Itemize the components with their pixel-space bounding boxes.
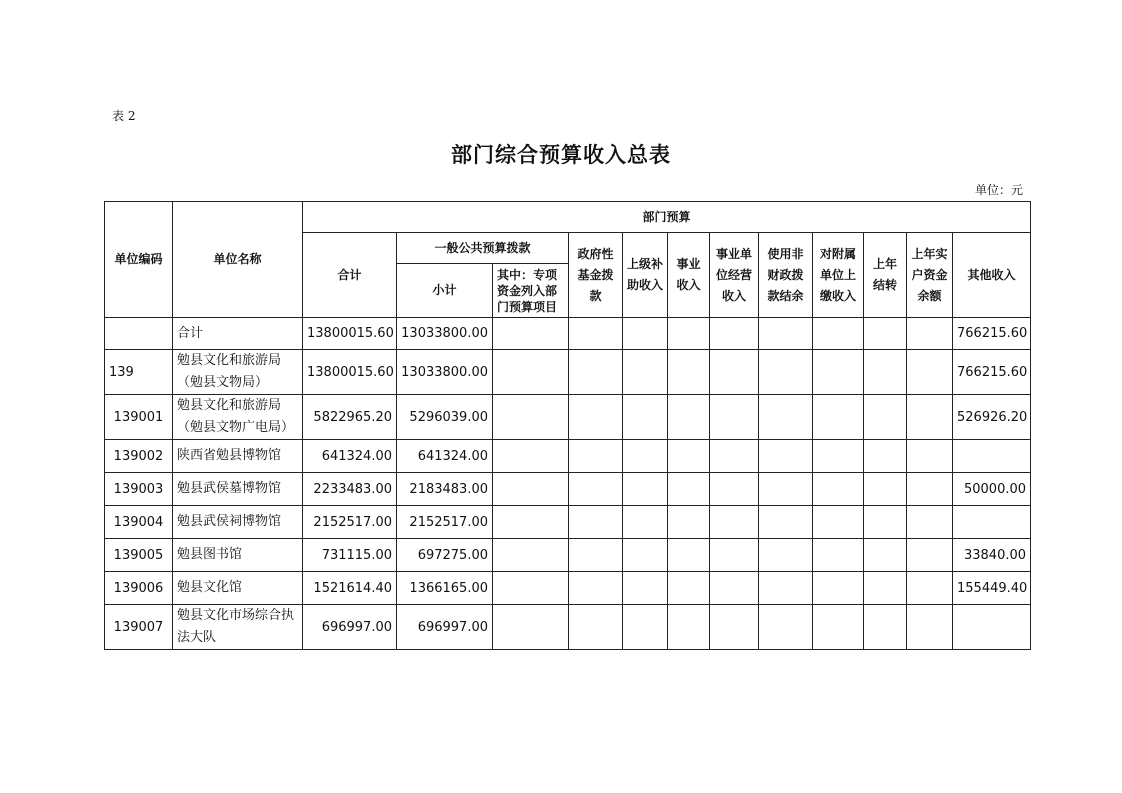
cell-name: 勉县文化馆 xyxy=(173,572,303,605)
header-prev-year-account-balance: 上年实户资金余额 xyxy=(907,233,953,318)
cell-name: 勉县文化和旅游局（勉县文物广电局） xyxy=(173,395,303,440)
cell-other-income xyxy=(953,440,1031,473)
cell-total: 731115.00 xyxy=(303,539,397,572)
cell-subtotal: 697275.00 xyxy=(397,539,493,572)
cell-name: 陕西省勉县博物馆 xyxy=(173,440,303,473)
cell-other-income: 33840.00 xyxy=(953,539,1031,572)
cell-subtotal: 2183483.00 xyxy=(397,473,493,506)
header-subtotal: 小计 xyxy=(397,264,493,318)
table-row xyxy=(105,539,1031,572)
cell-total: 13800015.60 xyxy=(303,318,397,350)
cell-name: 勉县文化市场综合执法大队 xyxy=(173,605,303,650)
cell-total: 2152517.00 xyxy=(303,506,397,539)
cell-other-income: 766215.60 xyxy=(953,350,1031,395)
cell-name: 合计 xyxy=(173,318,303,350)
cell-code: 139005 xyxy=(105,539,173,572)
header-prev-year-carryover: 上年结转 xyxy=(864,233,907,318)
cell-name: 勉县文化和旅游局（勉县文物局） xyxy=(173,350,303,395)
table-number-label: 表 2 xyxy=(112,109,136,123)
cell-code: 139007 xyxy=(105,605,173,650)
cell-total: 1521614.40 xyxy=(303,572,397,605)
table-row xyxy=(105,506,1031,539)
table-row xyxy=(105,605,1031,650)
cell-name: 勉县武侯祠博物馆 xyxy=(173,506,303,539)
cell-code: 139006 xyxy=(105,572,173,605)
cell-subtotal: 696997.00 xyxy=(397,605,493,650)
table-row xyxy=(105,473,1031,506)
cell-other-income: 155449.40 xyxy=(953,572,1031,605)
cell-code: 139003 xyxy=(105,473,173,506)
cell-other-income xyxy=(953,506,1031,539)
header-dept-budget: 部门预算 xyxy=(303,202,1031,233)
table-row xyxy=(105,572,1031,605)
cell-total: 13800015.60 xyxy=(303,350,397,395)
cell-subtotal: 13033800.00 xyxy=(397,350,493,395)
cell-code: 139001 xyxy=(105,395,173,440)
cell-total: 641324.00 xyxy=(303,440,397,473)
header-non-fiscal-balance: 使用非财政拨款结余 xyxy=(759,233,813,318)
cell-other-income xyxy=(953,605,1031,650)
cell-other-income: 50000.00 xyxy=(953,473,1031,506)
unit-label: 单位：元 xyxy=(974,183,1023,197)
cell-code: 139004 xyxy=(105,506,173,539)
header-superior-subsidy: 上级补助收入 xyxy=(623,233,668,318)
cell-subtotal: 13033800.00 xyxy=(397,318,493,350)
header-business-income: 事业收入 xyxy=(668,233,710,318)
cell-total: 696997.00 xyxy=(303,605,397,650)
header-unit-code: 单位编码 xyxy=(105,202,173,318)
budget-income-table xyxy=(104,201,1031,650)
header-gov-fund: 政府性基金拨款 xyxy=(569,233,623,318)
header-unit-name: 单位名称 xyxy=(173,202,303,318)
cell-subtotal: 1366165.00 xyxy=(397,572,493,605)
cell-subtotal: 5296039.00 xyxy=(397,395,493,440)
cell-subtotal: 641324.00 xyxy=(397,440,493,473)
cell-code xyxy=(105,318,173,350)
header-affiliated-turnover: 对附属单位上缴收入 xyxy=(813,233,864,318)
header-general-budget: 一般公共预算拨款 xyxy=(397,233,569,264)
header-other-income: 其他收入 xyxy=(953,233,1031,318)
table-row xyxy=(105,395,1031,440)
header-special-funds: 其中：专项资金列入部门预算项目 xyxy=(493,264,569,318)
cell-name: 勉县图书馆 xyxy=(173,539,303,572)
table-row xyxy=(105,318,1031,350)
cell-other-income: 526926.20 xyxy=(953,395,1031,440)
table-row xyxy=(105,440,1031,473)
header-total: 合计 xyxy=(303,233,397,318)
cell-code: 139002 xyxy=(105,440,173,473)
cell-subtotal: 2152517.00 xyxy=(397,506,493,539)
page-title: 部门综合预算收入总表 xyxy=(451,143,671,167)
cell-total: 2233483.00 xyxy=(303,473,397,506)
table-row xyxy=(105,350,1031,395)
cell-other-income: 766215.60 xyxy=(953,318,1031,350)
cell-name: 勉县武侯墓博物馆 xyxy=(173,473,303,506)
cell-code: 139 xyxy=(105,350,173,395)
cell-total: 5822965.20 xyxy=(303,395,397,440)
header-business-operating: 事业单位经营收入 xyxy=(710,233,759,318)
